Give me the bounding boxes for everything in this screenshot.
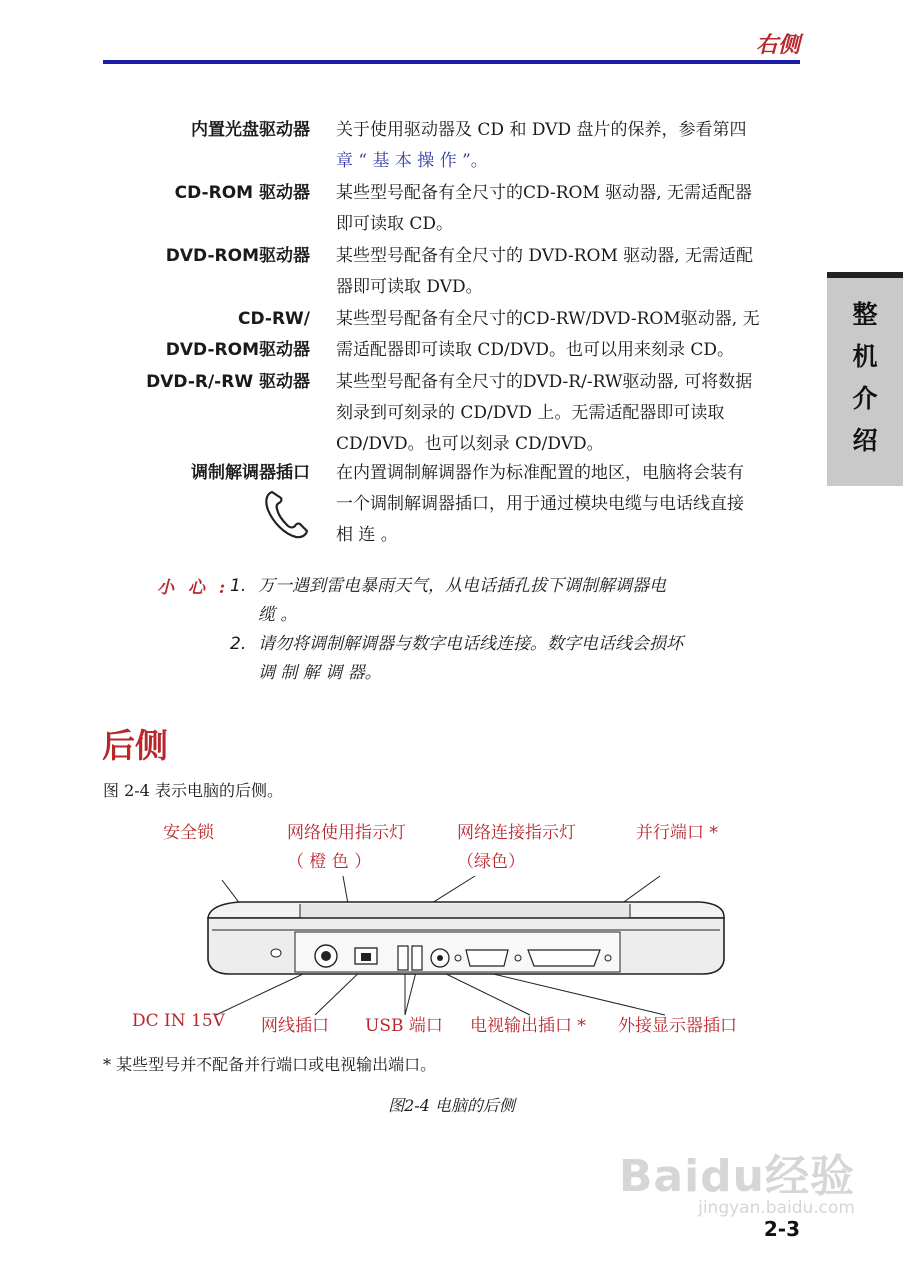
term-cd-rw-dvd-rom (100, 304, 310, 366)
callout-lan-activity-led: 网络使用指示灯 (287, 823, 406, 843)
callout-usb-ports: USB 端口 (365, 1016, 443, 1036)
callout-dc-in: DC IN 15V (132, 1011, 225, 1031)
phone-icon (262, 488, 310, 540)
callout-external-monitor: 外接显示器插口 (618, 1016, 737, 1036)
side-tab-char: 绍 (852, 426, 878, 455)
caution-text: 调 制 解 调 器。 (258, 663, 382, 683)
def-line: 某些型号配备有全尺寸的CD-ROM 驱动器, 无需适配器 (336, 183, 753, 203)
def-line: 关于使用驱动器及 CD 和 DVD 盘片的保养，参看第四 (336, 120, 747, 140)
term-dvd-r-rw: DVD-R/-RW 驱动器 (146, 372, 310, 392)
caution-text: 请勿将调制解调器与数字电话线连接。数字电话线会损坏 (258, 634, 683, 654)
caution-label: 小 心 : (157, 578, 230, 598)
def-dvd-r-rw (336, 367, 801, 460)
watermark-brand: Baidu经验 (618, 1151, 855, 1202)
term-optical-drive: 内置光盘驱动器 (191, 120, 310, 140)
section-title: 后侧 (102, 726, 168, 765)
side-tab-char: 介 (852, 384, 878, 413)
def-line: 即可读取 CD。 (336, 214, 454, 234)
term-line: DVD-ROM驱动器 (165, 340, 310, 360)
term-dvd-rom: DVD-ROM驱动器 (165, 246, 310, 266)
def-line-link[interactable]: 章 “ 基 本 操 作 ”。 (336, 151, 488, 171)
caution-number: 1. (230, 576, 247, 596)
watermark-url: jingyan.baidu.com (698, 1198, 855, 1218)
figure-footnote: * 某些型号并不配备并行端口或电视输出端口。 (103, 1055, 437, 1074)
caution-number: 2. (230, 634, 247, 654)
term-cd-rom: CD-ROM 驱动器 (174, 183, 310, 203)
term-line: CD-RW/ (237, 309, 310, 329)
def-line: 在内置调制解调器作为标准配置的地区，电脑将会装有 (336, 463, 744, 483)
def-line: 器即可读取 DVD。 (336, 277, 483, 297)
def-line: 某些型号配备有全尺寸的DVD-R/-RW驱动器, 可将数据 (336, 372, 753, 392)
def-line: 某些型号配备有全尺寸的 DVD-ROM 驱动器, 无需适配 (336, 246, 754, 266)
caution-item (230, 630, 750, 688)
def-line: 刻录到可刻录的 CD/DVD 上。无需适配器即可读取 (336, 403, 725, 423)
chapter-side-tab (827, 272, 903, 486)
term-modem-jack: 调制解调器插口 (191, 463, 310, 483)
caution-text: 缆 。 (258, 605, 298, 625)
caution-text: 万一遇到雷电暴雨天气，从电话插孔拔下调制解调器电 (258, 576, 666, 596)
page-number: 2-3 (763, 1217, 800, 1241)
laptop-back-illustration (190, 860, 750, 1020)
callout-lan-activity-led-color: （ 橙 色 ） (287, 852, 372, 872)
def-optical-drive (336, 115, 801, 177)
header-rule (103, 60, 800, 64)
side-tab-char: 机 (852, 342, 878, 371)
def-cd-rom (336, 178, 801, 240)
callout-parallel-port: 并行端口 * (636, 823, 718, 843)
page-header-title: 右侧 (755, 33, 800, 58)
callout-lan-jack: 网线插口 (261, 1016, 329, 1036)
callout-security-lock: 安全锁 (163, 823, 214, 843)
def-cd-rw-dvd-rom (336, 304, 801, 366)
callout-lan-link-led: 网络连接指示灯 (457, 823, 576, 843)
def-line: 一个调制解调器插口，用于通过模块电缆与电话线直接 (336, 494, 744, 514)
def-modem-jack (336, 458, 801, 551)
callout-tv-out: 电视输出插口 * (470, 1016, 586, 1036)
def-dvd-rom (336, 241, 801, 303)
figure-caption: 图2-4 电脑的后侧 (388, 1096, 515, 1115)
figure-intro-text: 图 2-4 表示电脑的后侧。 (103, 781, 283, 800)
callout-lan-link-led-color: （绿色） (457, 852, 525, 872)
def-line: CD/DVD。也可以刻录 CD/DVD。 (336, 434, 604, 454)
side-tab-char: 整 (852, 300, 878, 329)
caution-item (230, 572, 750, 630)
def-line: 相 连 。 (336, 525, 398, 545)
def-line: 需适配器即可读取 CD/DVD。也可以用来刻录 CD。 (336, 340, 735, 360)
def-line: 某些型号配备有全尺寸的CD-RW/DVD-ROM驱动器, 无 (336, 309, 760, 329)
watermark (619, 1140, 855, 1218)
